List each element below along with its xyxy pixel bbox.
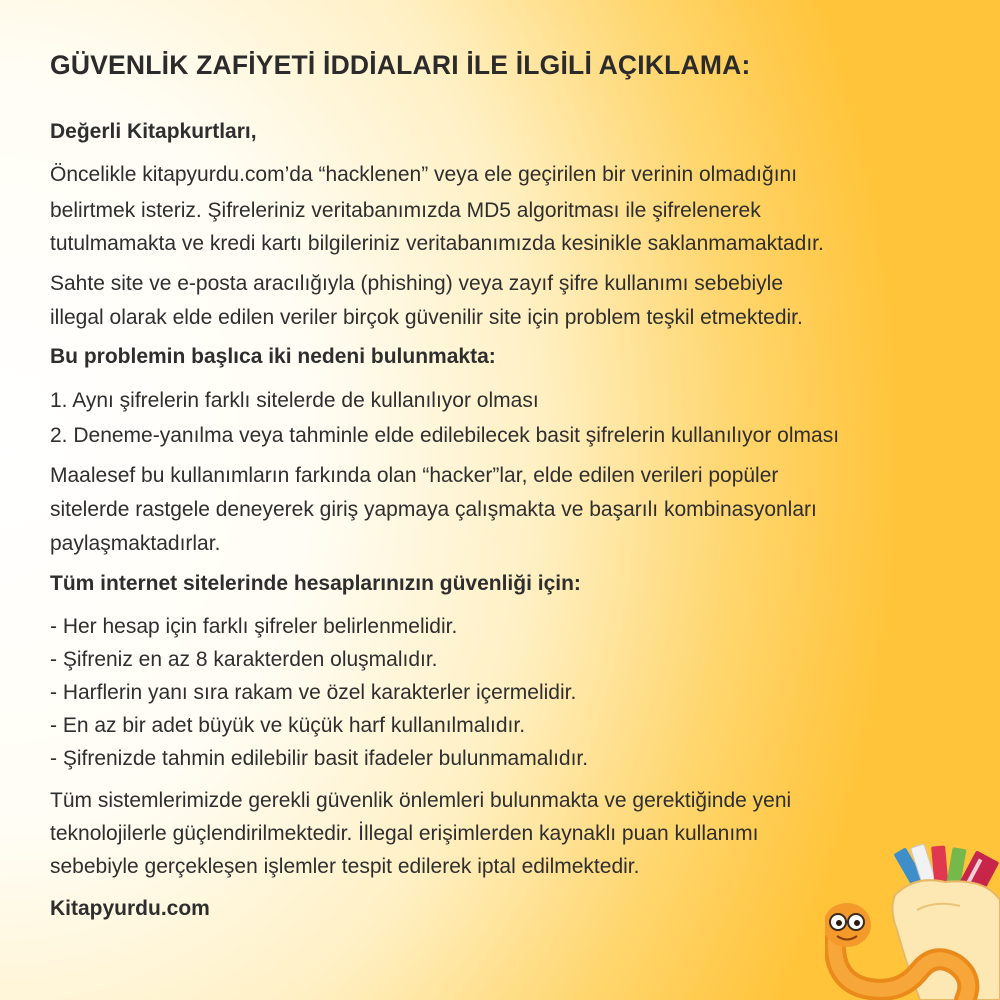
reason-item: 1. Aynı şifrelerin farklı sitelerde de kullanılıyor olması: [50, 389, 539, 412]
reason-item: 2. Deneme-yanılma veya tahminle elde edilebilecek basit şifrelerin kullanılıyor olması: [50, 424, 840, 447]
tip-item: - Şifrenizde tahmin edilebilir basit ifadeler bulunmamalıdır.: [50, 747, 589, 770]
paragraph-2-line-1: Sahte site ve e-posta aracılığıyla (phishing) veya zayıf şifre kullanımı sebebiyle: [50, 272, 784, 295]
paragraph-4-line-1: Tüm sistemlerimizde gerekli güvenlik önlemleri bulunmakta ve gerektiğinde yeni: [50, 789, 792, 812]
paragraph-1-line-3: tutulmamakta ve kredi kartı bilgileriniz veritabanımızda kesinikle saklanmamaktadır.: [50, 232, 824, 255]
tips-heading: Tüm internet sitelerinde hesaplarınızın güvenliği için:: [50, 572, 581, 595]
paragraph-4-line-3: sebebiyle gerçekleşen işlemler tespit edilerek iptal edilmektedir.: [50, 855, 640, 878]
paragraph-3-line-2: sitelerde rastgele deneyerek giriş yapmaya çalışmakta ve başarılı kombinasyonları: [50, 498, 817, 521]
paragraph-4-line-2: teknolojilerle güçlendirilmektedir. İllegal erişimlerden kaynaklı puan kullanımı: [50, 822, 759, 845]
paragraph-3-line-1: Maalesef bu kullanımların farkında olan “hacker”lar, elde edilen verileri popüler: [50, 464, 779, 487]
tip-item: - En az bir adet büyük ve küçük harf kullanılmalıdır.: [50, 714, 526, 737]
reasons-heading: Bu problemin başlıca iki nedeni bulunmakta:: [50, 345, 496, 368]
page-title: GÜVENLİK ZAFİYETİ İDDİALARI İLE İLGİLİ AÇIKLAMA:: [50, 50, 751, 80]
tip-item: - Şifreniz en az 8 karakterden oluşmalıdır.: [50, 648, 438, 671]
paragraph-2-line-2: illegal olarak elde edilen veriler birçok güvenilir site için problem teşkil etmektedir.: [50, 306, 803, 329]
greeting: Değerli Kitapkurtları,: [50, 120, 257, 143]
paragraph-3-line-3: paylaşmaktadırlar.: [50, 532, 221, 555]
signature: Kitapyurdu.com: [50, 897, 210, 920]
paragraph-1-line-2: belirtmek isteriz. Şifreleriniz veritabanımızda MD5 algoritması ile şifrelenerek: [50, 199, 761, 222]
tip-item: - Her hesap için farklı şifreler belirlenmelidir.: [50, 615, 458, 638]
paragraph-1-line-1: Öncelikle kitapyurdu.com’da “hacklenen” veya ele geçirilen bir verinin olmadığını: [50, 163, 798, 186]
bookworm-mascot-icon: [825, 840, 1000, 1000]
tip-item: - Harflerin yanı sıra rakam ve özel karakterler içermelidir.: [50, 681, 577, 704]
